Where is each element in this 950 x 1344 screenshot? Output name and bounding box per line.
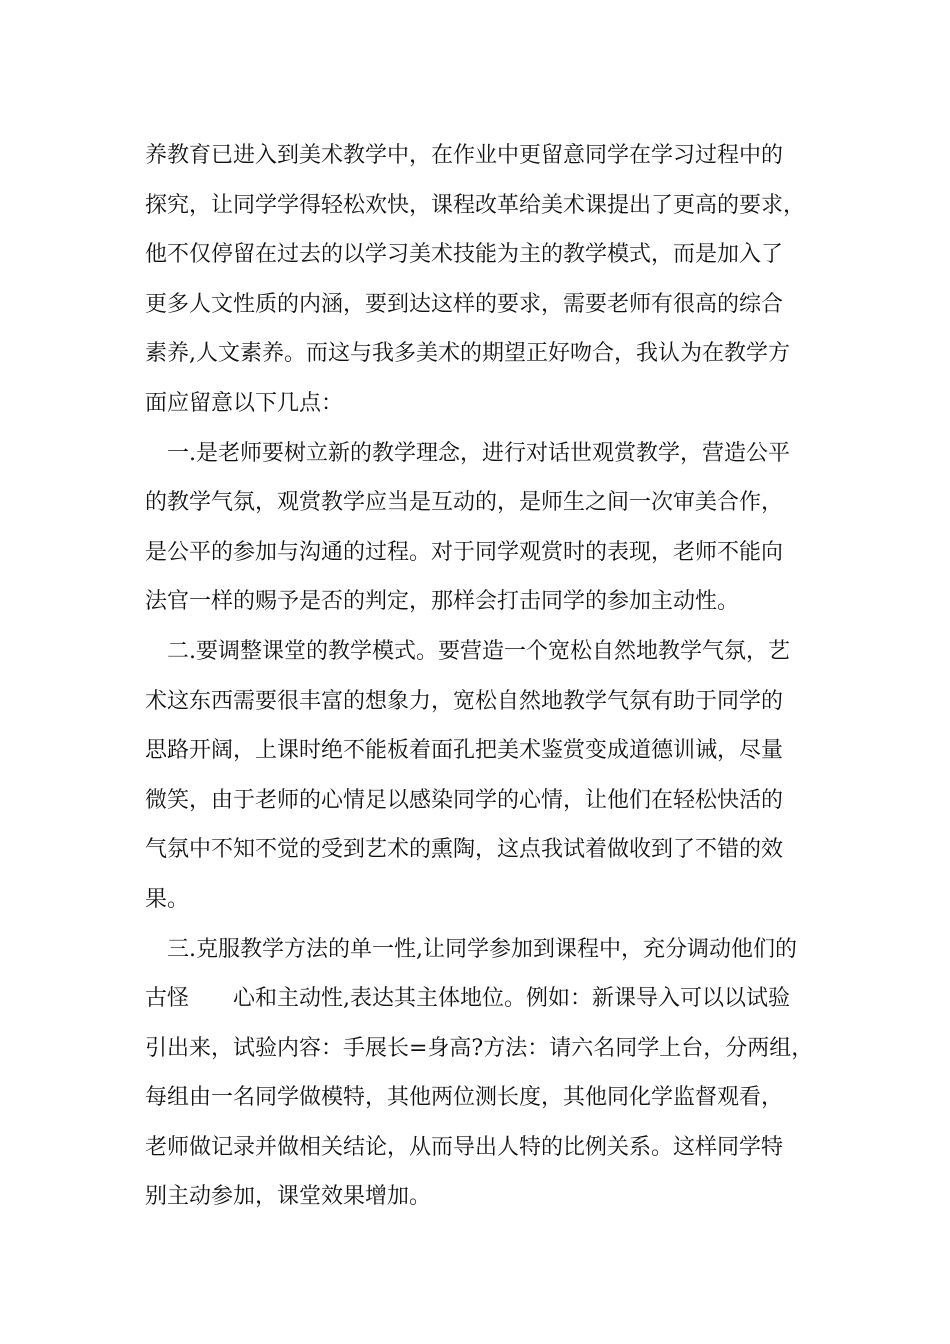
text-line: 引出来，试验内容：手展长=身高?方法：请六名同学上台，分两组， <box>145 1035 814 1061</box>
text-line: 素养,人文素养。而这与我多美术的期望正好吻合，我认为在教学方 <box>145 341 790 367</box>
text-line: 的教学气氛，观赏教学应当是互动的，是师生之间一次审美合作， <box>145 490 784 516</box>
text-line: 他不仅停留在过去的以学习美术技能为主的教学模式，而是加入了 <box>145 242 784 268</box>
text-line: 老师做记录并做相关结论，从而导出人特的比例关系。这样同学特 <box>145 1134 784 1160</box>
text-line: 古怪 心和主动性,表达其主体地位。例如：新课导入可以以试验 <box>145 986 790 1012</box>
paragraph-start-line: 一.是老师要树立新的教学理念，进行对话世观赏教学，营造公平 <box>167 440 790 466</box>
body-text <box>145 131 825 1222</box>
paragraph-start-line: 三.克服教学方法的单一性,让同学参加到课程中，充分调动他们的 <box>167 936 797 962</box>
text-line: 法官一样的赐予是否的判定，那样会打击同学的参加主动性。 <box>145 589 740 615</box>
text-line: 每组由一名同学做模特，其他两位测长度，其他同化学监督观看， <box>145 1085 784 1111</box>
paragraph-start-line: 二.要调整课堂的教学模式。要营造一个宽松自然地教学气氛，艺 <box>167 638 790 664</box>
text-line: 养教育已进入到美术教学中，在作业中更留意同学在学习过程中的 <box>145 143 784 168</box>
text-line: 思路开阔，上课时绝不能板着面孔把美术鉴赏变成道德训诫，尽量 <box>145 738 784 764</box>
text-line: 是公平的参加与沟通的过程。对于同学观赏时的表现，老师不能向 <box>145 539 784 565</box>
text-line: 更多人文性质的内涵，要到达这样的要求，需要老师有很高的综合 <box>145 291 784 317</box>
text-line: 微笑，由于老师的心情足以感染同学的心情，让他们在轻松快活的 <box>145 787 784 813</box>
text-line: 面应留意以下几点： <box>145 390 344 416</box>
text-line: 果。 <box>145 886 190 912</box>
text-line: 术这东西需要很丰富的想象力，宽松自然地教学气氛有助于同学的 <box>145 688 784 714</box>
text-line: 探究，让同学学得轻松欢快，课程改革给美术课提出了更高的要求， <box>145 192 806 218</box>
text-line: 气氛中不知不觉的受到艺术的熏陶，这点我试着做收到了不错的效 <box>145 837 784 863</box>
text-line: 别主动参加，课堂效果增加。 <box>145 1184 432 1210</box>
